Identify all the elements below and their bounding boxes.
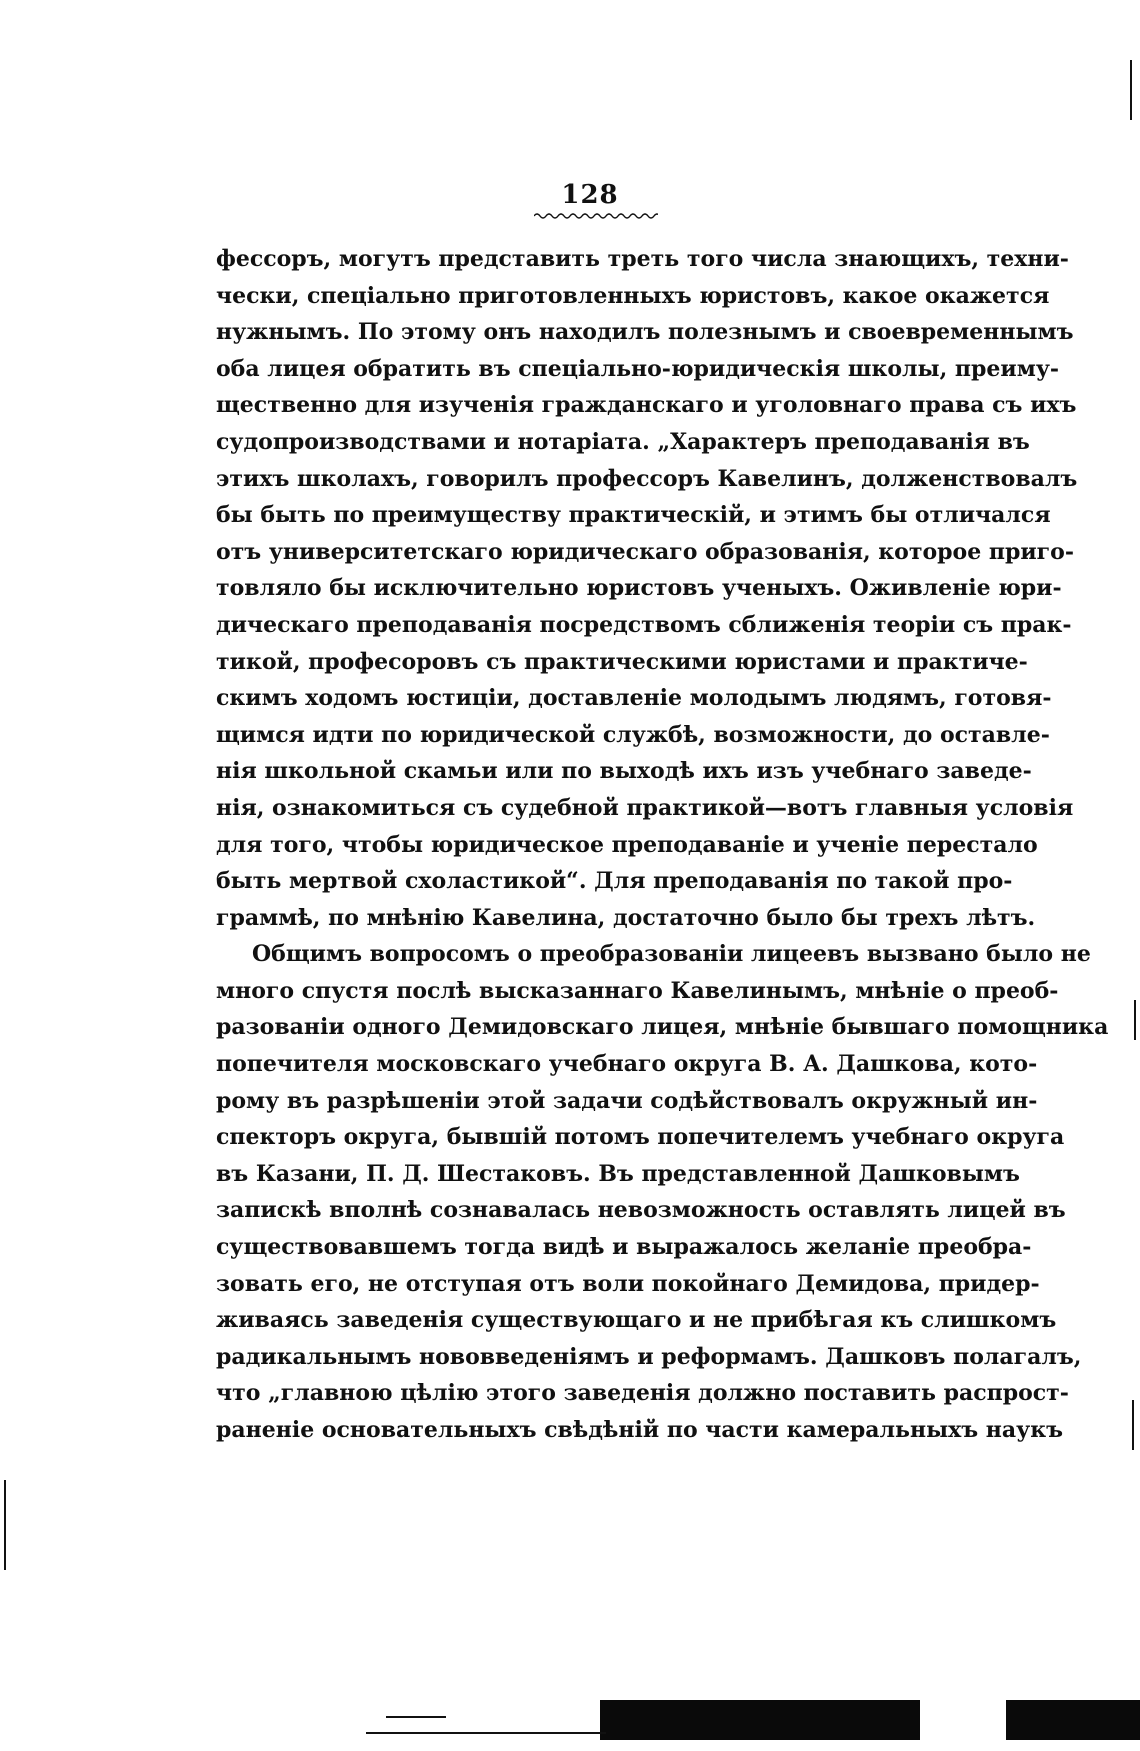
scan-bottom-bar (600, 1700, 920, 1740)
text-line: оба лицея обратить въ спеціально-юридическія школы, преиму- (216, 355, 1060, 382)
page-number (0, 180, 1140, 210)
scan-edge-mark (4, 1480, 6, 1570)
text-line: отъ университетскаго юридическаго образованія, которое приго- (216, 538, 1074, 565)
text-line: судопроизводствами и нотаріата. „Характеръ преподаванія въ (216, 428, 1030, 455)
scan-bottom-line (366, 1732, 606, 1734)
text-line: щимся идти по юридической службѣ, возможности, до оставле- (216, 721, 1050, 748)
text-line: радикальнымъ нововведеніямъ и реформамъ. Дашковъ полагалъ, (216, 1343, 1082, 1370)
text-line: существовавшемъ тогда видѣ и выражалось желаніе преобра- (216, 1234, 1032, 1261)
page-number-text: 128 (561, 180, 619, 210)
text-line: нія школьной скамьи или по выходѣ ихъ изъ учебнаго заведе- (216, 758, 1032, 785)
body-text (216, 241, 1109, 1449)
text-line: этихъ школахъ, говорилъ профессоръ Кавелинъ, долженствовалъ (216, 465, 1078, 492)
text-line: товляло бы исключительно юристовъ ученыхъ. Оживленіе юри- (216, 575, 1062, 602)
scan-edge-mark (1132, 1400, 1134, 1450)
text-line: быть мертвой схоластикой“. Для преподаванія по такой про- (216, 868, 1013, 895)
wavy-ornament-rule (534, 212, 658, 220)
text-line: скимъ ходомъ юстиціи, доставленіе молодымъ людямъ, готовя- (216, 685, 1052, 712)
text-line: щественно для изученія гражданскаго и уголовнаго права съ ихъ (216, 392, 1077, 419)
text-line: бы быть по преимуществу практическій, и этимъ бы отличался (216, 502, 1051, 529)
scan-edge-mark (1134, 1000, 1136, 1040)
scan-bottom-bar (1006, 1700, 1140, 1740)
text-line: чески, спеціально приготовленныхъ юристовъ, какое окажется (216, 282, 1050, 309)
text-line: нія, ознакомиться съ судебной практикой—вотъ главныя условія (216, 794, 1074, 821)
text-line: граммѣ, по мнѣнію Кавелина, достаточно было бы трехъ лѣтъ. (216, 904, 1036, 931)
text-line: что „главною цѣлію этого заведенія должно поставить распрост- (216, 1380, 1069, 1407)
text-line: для того, чтобы юридическое преподаваніе и ученіе перестало (216, 831, 1038, 858)
text-line: фессоръ, могутъ представить треть того числа знающихъ, техни- (216, 246, 1069, 272)
scan-bottom-line (386, 1716, 446, 1718)
text-line: раненіе основательныхъ свѣдѣній по части камеральныхъ наукъ (216, 1417, 1063, 1443)
text-line: рому въ разрѣшеніи этой задачи содѣйствовалъ окружный ин- (216, 1087, 1038, 1114)
text-line: дическаго преподаванія посредствомъ сближенія теоріи съ прак- (216, 611, 1072, 638)
text-line: нужнымъ. По этому онъ находилъ полезнымъ и своевременнымъ (216, 319, 1074, 346)
text-line: живаясь заведенія существующаго и не прибѣгая къ слишкомъ (216, 1307, 1057, 1334)
text-line: тикой, професоровъ съ практическими юристами и практиче- (216, 648, 1028, 675)
scan-edge-mark (1130, 60, 1132, 120)
text-line: много спустя послѣ высказаннаго Кавелинымъ, мнѣніе о преоб- (216, 977, 1059, 1004)
text-line: спекторъ округа, бывшій потомъ попечителемъ учебнаго округа (216, 1124, 1065, 1151)
text-line: въ Казани, П. Д. Шестаковъ. Въ представленной Дашковымъ (216, 1160, 1020, 1187)
text-line: запискѣ вполнѣ сознавалась невозможность оставлять лицей въ (216, 1197, 1066, 1224)
text-line: разованіи одного Демидовскаго лицея, мнѣніе бывшаго помощника (216, 1014, 1109, 1041)
text-line: Общимъ вопросомъ о преобразованіи лицеевъ вызвано было не (252, 941, 1091, 968)
text-line: зовать его, не отступая отъ воли покойнаго Демидова, придер- (216, 1270, 1040, 1297)
text-line: попечителя московскаго учебнаго округа В. А. Дашкова, кото- (216, 1051, 1038, 1078)
